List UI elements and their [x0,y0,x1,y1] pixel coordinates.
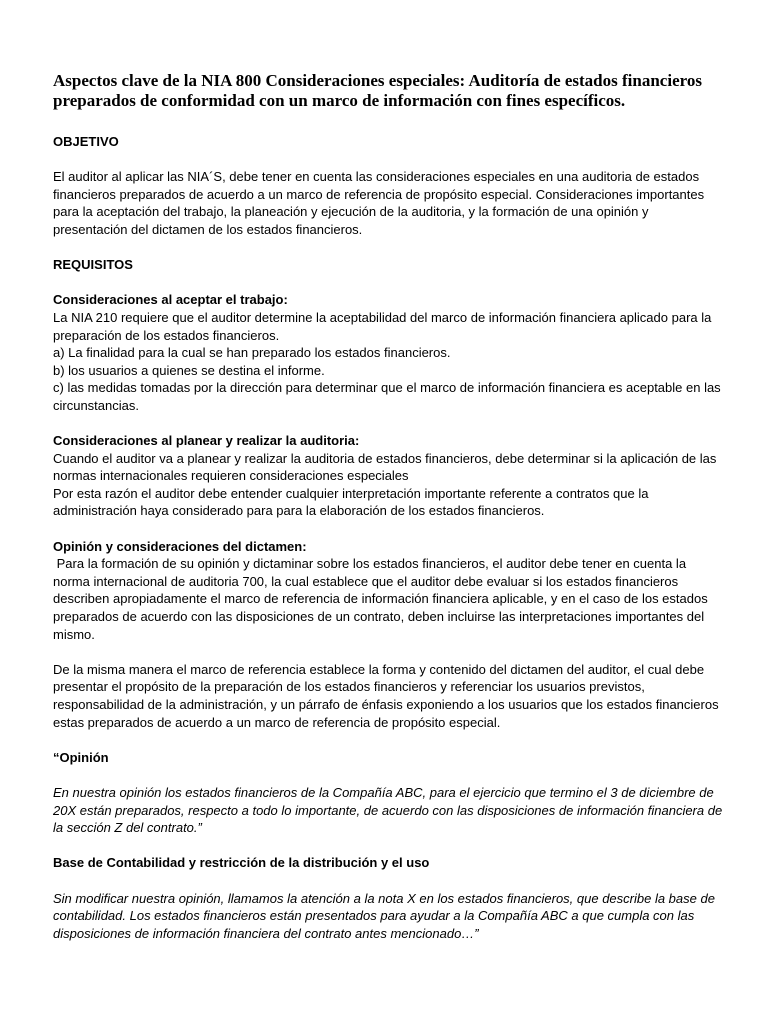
aceptar-section [53,291,725,414]
opinion-quote-text: En nuestra opinión los estados financieros de la Compañía ABC, para el ejercicio que termino el 3 de diciembre de 20X están preparados, respecto a todo lo importante, de acuerdo con las disposiciones de información financiera de la sección Z del contrato.” [53,784,723,836]
aceptar-item-b: b) los usuarios a quienes se destina el informe. [53,362,325,378]
aceptar-item-a: a) La finalidad para la cual se han preparado los estados financieros. [53,345,451,361]
base-text: Sin modificar nuestra opinión, llamamos la atención a la nota X en los estados financieros, que describe la base de contabilidad. Los estados financieros están presentados para ayudar a la Compañía ABC a que cumpla con las disposiciones de información financiera del contrato antes mencionado…” [53,890,715,941]
objetivo-heading: OBJETIVO [53,134,119,149]
base-heading: Base de Contabilidad y restricción de la distribución y el uso [53,855,430,871]
aceptar-item-c: c) las medidas tomadas por la dirección para determinar que el marco de información financiera es aceptable en las circunstancias. [53,380,721,413]
planear-text-2: Por esta razón el auditor debe entender cualquier interpretación importante referente a contratos que la administración haya considerado para para la elaboración de los estados financieros. [53,485,649,519]
marco-paragraph: De la misma manera el marco de referencia establece la forma y contenido del dictamen del auditor, el cual debe presentar el propósito de la preparación de los estados financieros y referenciar los usuarios previstos, responsabilidad de la administración, y un párrafo de énfasis exponiendo a los usuarios que los estados financieros estas preparados de acuerdo a un marco de referencia de propósito especial. [53,661,719,730]
opinion-dictamen-section [53,538,725,644]
planear-section [53,432,725,520]
objetivo-paragraph: El auditor al aplicar las NIA´S, debe tener en cuenta las consideraciones especiales en una auditoria de estados financieros preparados de acuerdo a un marco de referencia de propósito especial. Consideraciones importantes para la aceptación del trabajo, la planeación y ejecución de la auditoria, y la formación de una opinión y presentación del dictamen de los estados financieros. [53,169,705,237]
planear-heading: Consideraciones al planear y realizar la auditoria: [53,433,360,449]
opinion-dictamen-text: Para la formación de su opinión y dictaminar sobre los estados financieros, el auditor debe tener en cuenta la norma internacional de auditoria 700, la cual establece que el auditor debe evaluar si los estados financieros describen apropiadamente el marco de referencia de información financiera aplicable, y en el caso de los estados preparados de acuerdo con las disposiciones de un contrato, deben incluirse las interpretaciones importantes del mismo. [53,556,708,642]
document-title: Aspectos clave de la NIA 800 Consideraciones especiales: Auditoría de estados financieros preparados de conformidad con un marco de información con fines específicos. [53,71,702,110]
aceptar-intro: La NIA 210 requiere que el auditor determine la aceptabilidad del marco de información financiera aplicado para la preparación de los estados financieros. [53,309,712,343]
planear-text-1: Cuando el auditor va a planear y realizar la auditoria de estados financieros, debe determinar si la aplicación de las normas internacionales requieren consideraciones especiales [53,450,717,484]
aceptar-heading: Consideraciones al aceptar el trabajo: [53,292,288,308]
requisitos-heading: REQUISITOS [53,257,133,273]
document-body [53,71,725,960]
opinion-quote-heading: “Opinión [53,749,109,765]
opinion-dictamen-heading: Opinión y consideraciones del dictamen: [53,538,307,554]
